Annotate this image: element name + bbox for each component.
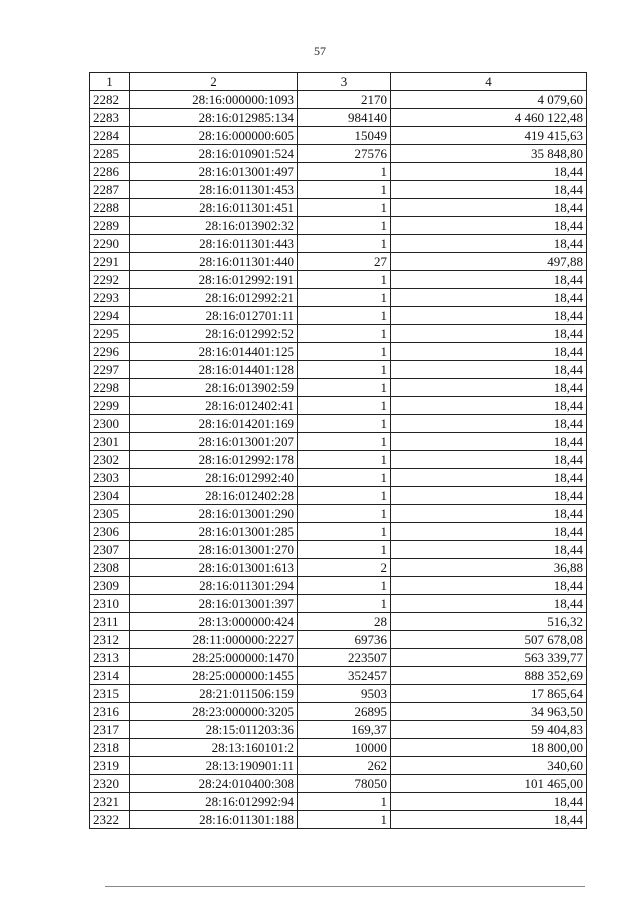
quantity-cell: 352457: [298, 667, 391, 685]
table-row: [90, 307, 587, 325]
quantity-cell: 1: [298, 379, 391, 397]
quantity-cell: 1: [298, 523, 391, 541]
amount-cell: 18,44: [391, 325, 587, 343]
row-number-cell: 2322: [90, 811, 130, 829]
amount-cell: 18,44: [391, 793, 587, 811]
cadastral-number-cell: 28:25:000000:1455: [130, 667, 298, 685]
cadastral-number-cell: 28:16:011301:443: [130, 235, 298, 253]
cadastral-number-cell: 28:16:014401:128: [130, 361, 298, 379]
table-body: [90, 91, 587, 829]
amount-cell: 18,44: [391, 361, 587, 379]
row-number-cell: 2305: [90, 505, 130, 523]
quantity-cell: 1: [298, 595, 391, 613]
quantity-cell: 1: [298, 451, 391, 469]
cadastral-number-cell: 28:16:013001:290: [130, 505, 298, 523]
quantity-cell: 223507: [298, 649, 391, 667]
quantity-cell: 27576: [298, 145, 391, 163]
cadastral-number-cell: 28:16:012992:40: [130, 469, 298, 487]
quantity-cell: 1: [298, 415, 391, 433]
amount-cell: 18,44: [391, 595, 587, 613]
table-row: [90, 235, 587, 253]
cadastral-number-cell: 28:16:013001:207: [130, 433, 298, 451]
row-number-cell: 2287: [90, 181, 130, 199]
amount-cell: 18,44: [391, 523, 587, 541]
table-row: [90, 541, 587, 559]
amount-cell: 18,44: [391, 811, 587, 829]
amount-cell: 18,44: [391, 217, 587, 235]
quantity-cell: 1: [298, 235, 391, 253]
amount-cell: 18,44: [391, 397, 587, 415]
cadastral-number-cell: 28:16:012985:134: [130, 109, 298, 127]
row-number-cell: 2309: [90, 577, 130, 595]
amount-cell: 516,32: [391, 613, 587, 631]
amount-cell: 18,44: [391, 343, 587, 361]
row-number-cell: 2288: [90, 199, 130, 217]
quantity-cell: 1: [298, 469, 391, 487]
cadastral-number-cell: 28:25:000000:1470: [130, 649, 298, 667]
row-number-cell: 2295: [90, 325, 130, 343]
cadastral-number-cell: 28:16:010901:524: [130, 145, 298, 163]
cadastral-number-cell: 28:16:013902:32: [130, 217, 298, 235]
table-row: [90, 775, 587, 793]
quantity-cell: 1: [298, 343, 391, 361]
quantity-cell: 69736: [298, 631, 391, 649]
cadastral-number-cell: 28:16:012992:52: [130, 325, 298, 343]
cadastral-number-cell: 28:16:011301:451: [130, 199, 298, 217]
table-row: [90, 613, 587, 631]
amount-cell: 419 415,63: [391, 127, 587, 145]
column-header-4: 4: [391, 73, 587, 91]
table-row: [90, 433, 587, 451]
table-row: [90, 685, 587, 703]
cadastral-number-cell: 28:16:012992:191: [130, 271, 298, 289]
table-row: [90, 145, 587, 163]
cadastral-number-cell: 28:16:011301:188: [130, 811, 298, 829]
row-number-cell: 2299: [90, 397, 130, 415]
column-header-1: 1: [90, 73, 130, 91]
table-row: [90, 325, 587, 343]
quantity-cell: 1: [298, 163, 391, 181]
row-number-cell: 2292: [90, 271, 130, 289]
cadastral-number-cell: 28:16:013001:285: [130, 523, 298, 541]
row-number-cell: 2314: [90, 667, 130, 685]
amount-cell: 18,44: [391, 307, 587, 325]
cadastral-number-cell: 28:23:000000:3205: [130, 703, 298, 721]
table-row: [90, 469, 587, 487]
table-row: [90, 793, 587, 811]
amount-cell: 59 404,83: [391, 721, 587, 739]
row-number-cell: 2304: [90, 487, 130, 505]
amount-cell: 340,60: [391, 757, 587, 775]
amount-cell: 18,44: [391, 433, 587, 451]
table-row: [90, 559, 587, 577]
cadastral-number-cell: 28:13:190901:11: [130, 757, 298, 775]
amount-cell: 35 848,80: [391, 145, 587, 163]
amount-cell: 18,44: [391, 487, 587, 505]
row-number-cell: 2282: [90, 91, 130, 109]
amount-cell: 18,44: [391, 451, 587, 469]
cadastral-number-cell: 28:16:013001:613: [130, 559, 298, 577]
amount-cell: 18,44: [391, 181, 587, 199]
column-header-2: 2: [130, 73, 298, 91]
row-number-cell: 2284: [90, 127, 130, 145]
page-number: 57: [314, 44, 326, 58]
amount-cell: 18,44: [391, 541, 587, 559]
row-number-cell: 2312: [90, 631, 130, 649]
table-row: [90, 181, 587, 199]
quantity-cell: 1: [298, 271, 391, 289]
amount-cell: 4 079,60: [391, 91, 587, 109]
cadastral-number-cell: 28:16:000000:605: [130, 127, 298, 145]
table-row: [90, 289, 587, 307]
table-row: [90, 451, 587, 469]
amount-cell: 18,44: [391, 289, 587, 307]
quantity-cell: 1: [298, 433, 391, 451]
table-row: [90, 361, 587, 379]
amount-cell: 101 465,00: [391, 775, 587, 793]
table-row: [90, 703, 587, 721]
row-number-cell: 2290: [90, 235, 130, 253]
amount-cell: 18,44: [391, 379, 587, 397]
bottom-rule: [105, 886, 585, 887]
cadastral-number-cell: 28:24:010400:308: [130, 775, 298, 793]
amount-cell: 18,44: [391, 271, 587, 289]
cadastral-number-cell: 28:16:011301:440: [130, 253, 298, 271]
table-row: [90, 721, 587, 739]
quantity-cell: 2170: [298, 91, 391, 109]
row-number-cell: 2321: [90, 793, 130, 811]
table-row: [90, 811, 587, 829]
cadastral-number-cell: 28:16:013001:497: [130, 163, 298, 181]
quantity-cell: 15049: [298, 127, 391, 145]
quantity-cell: 78050: [298, 775, 391, 793]
row-number-cell: 2317: [90, 721, 130, 739]
cadastral-number-cell: 28:16:000000:1093: [130, 91, 298, 109]
amount-cell: 18,44: [391, 577, 587, 595]
table-row: [90, 415, 587, 433]
row-number-cell: 2319: [90, 757, 130, 775]
data-table: [89, 72, 587, 829]
amount-cell: 888 352,69: [391, 667, 587, 685]
cadastral-number-cell: 28:16:012992:21: [130, 289, 298, 307]
cadastral-number-cell: 28:16:013001:397: [130, 595, 298, 613]
cadastral-number-cell: 28:16:012701:11: [130, 307, 298, 325]
row-number-cell: 2298: [90, 379, 130, 397]
row-number-cell: 2301: [90, 433, 130, 451]
cadastral-number-cell: 28:16:011301:453: [130, 181, 298, 199]
amount-cell: 4 460 122,48: [391, 109, 587, 127]
row-number-cell: 2293: [90, 289, 130, 307]
quantity-cell: 1: [298, 307, 391, 325]
row-number-cell: 2289: [90, 217, 130, 235]
cadastral-number-cell: 28:16:011301:294: [130, 577, 298, 595]
quantity-cell: 984140: [298, 109, 391, 127]
quantity-cell: 1: [298, 325, 391, 343]
row-number-cell: 2297: [90, 361, 130, 379]
table-row: [90, 343, 587, 361]
table-row: [90, 631, 587, 649]
amount-cell: 18,44: [391, 469, 587, 487]
row-number-cell: 2311: [90, 613, 130, 631]
quantity-cell: 28: [298, 613, 391, 631]
cadastral-number-cell: 28:13:000000:424: [130, 613, 298, 631]
quantity-cell: 1: [298, 811, 391, 829]
quantity-cell: 9503: [298, 685, 391, 703]
quantity-cell: 1: [298, 361, 391, 379]
row-number-cell: 2302: [90, 451, 130, 469]
row-number-cell: 2310: [90, 595, 130, 613]
row-number-cell: 2296: [90, 343, 130, 361]
table-row: [90, 667, 587, 685]
table-row: [90, 271, 587, 289]
row-number-cell: 2286: [90, 163, 130, 181]
table-row: [90, 91, 587, 109]
row-number-cell: 2307: [90, 541, 130, 559]
amount-cell: 34 963,50: [391, 703, 587, 721]
row-number-cell: 2313: [90, 649, 130, 667]
quantity-cell: 1: [298, 793, 391, 811]
table-row: [90, 523, 587, 541]
table-row: [90, 595, 587, 613]
quantity-cell: 26895: [298, 703, 391, 721]
cadastral-number-cell: 28:16:012992:94: [130, 793, 298, 811]
quantity-cell: 1: [298, 577, 391, 595]
table-row: [90, 577, 587, 595]
table-row: [90, 757, 587, 775]
quantity-cell: 1: [298, 487, 391, 505]
row-number-cell: 2320: [90, 775, 130, 793]
amount-cell: 563 339,77: [391, 649, 587, 667]
table-row: [90, 487, 587, 505]
cadastral-number-cell: 28:16:013902:59: [130, 379, 298, 397]
cadastral-number-cell: 28:16:012402:28: [130, 487, 298, 505]
row-number-cell: 2316: [90, 703, 130, 721]
quantity-cell: 1: [298, 181, 391, 199]
amount-cell: 18,44: [391, 199, 587, 217]
row-number-cell: 2318: [90, 739, 130, 757]
table-row: [90, 199, 587, 217]
amount-cell: 18,44: [391, 415, 587, 433]
amount-cell: 17 865,64: [391, 685, 587, 703]
amount-cell: 18,44: [391, 163, 587, 181]
table-row: [90, 739, 587, 757]
cadastral-number-cell: 28:13:160101:2: [130, 739, 298, 757]
amount-cell: 18,44: [391, 505, 587, 523]
table-row: [90, 127, 587, 145]
table-row: [90, 379, 587, 397]
row-number-cell: 2291: [90, 253, 130, 271]
table-row: [90, 217, 587, 235]
cadastral-number-cell: 28:15:011203:36: [130, 721, 298, 739]
row-number-cell: 2283: [90, 109, 130, 127]
quantity-cell: 1: [298, 541, 391, 559]
row-number-cell: 2315: [90, 685, 130, 703]
quantity-cell: 1: [298, 397, 391, 415]
quantity-cell: 169,37: [298, 721, 391, 739]
table-row: [90, 397, 587, 415]
table-row: [90, 505, 587, 523]
row-number-cell: 2306: [90, 523, 130, 541]
header-row: [90, 73, 587, 91]
amount-cell: 507 678,08: [391, 631, 587, 649]
cadastral-number-cell: 28:16:012992:178: [130, 451, 298, 469]
quantity-cell: 1: [298, 199, 391, 217]
cadastral-number-cell: 28:16:013001:270: [130, 541, 298, 559]
amount-cell: 497,88: [391, 253, 587, 271]
quantity-cell: 1: [298, 217, 391, 235]
table-row: [90, 649, 587, 667]
amount-cell: 18,44: [391, 235, 587, 253]
cadastral-number-cell: 28:16:012402:41: [130, 397, 298, 415]
column-header-3: 3: [298, 73, 391, 91]
quantity-cell: 10000: [298, 739, 391, 757]
row-number-cell: 2285: [90, 145, 130, 163]
amount-cell: 36,88: [391, 559, 587, 577]
table-row: [90, 109, 587, 127]
quantity-cell: 27: [298, 253, 391, 271]
row-number-cell: 2300: [90, 415, 130, 433]
row-number-cell: 2294: [90, 307, 130, 325]
cadastral-number-cell: 28:16:014201:169: [130, 415, 298, 433]
table-row: [90, 163, 587, 181]
cadastral-number-cell: 28:16:014401:125: [130, 343, 298, 361]
quantity-cell: 262: [298, 757, 391, 775]
quantity-cell: 1: [298, 289, 391, 307]
cadastral-number-cell: 28:11:000000:2227: [130, 631, 298, 649]
row-number-cell: 2308: [90, 559, 130, 577]
cadastral-number-cell: 28:21:011506:159: [130, 685, 298, 703]
quantity-cell: 2: [298, 559, 391, 577]
quantity-cell: 1: [298, 505, 391, 523]
row-number-cell: 2303: [90, 469, 130, 487]
table-row: [90, 253, 587, 271]
amount-cell: 18 800,00: [391, 739, 587, 757]
